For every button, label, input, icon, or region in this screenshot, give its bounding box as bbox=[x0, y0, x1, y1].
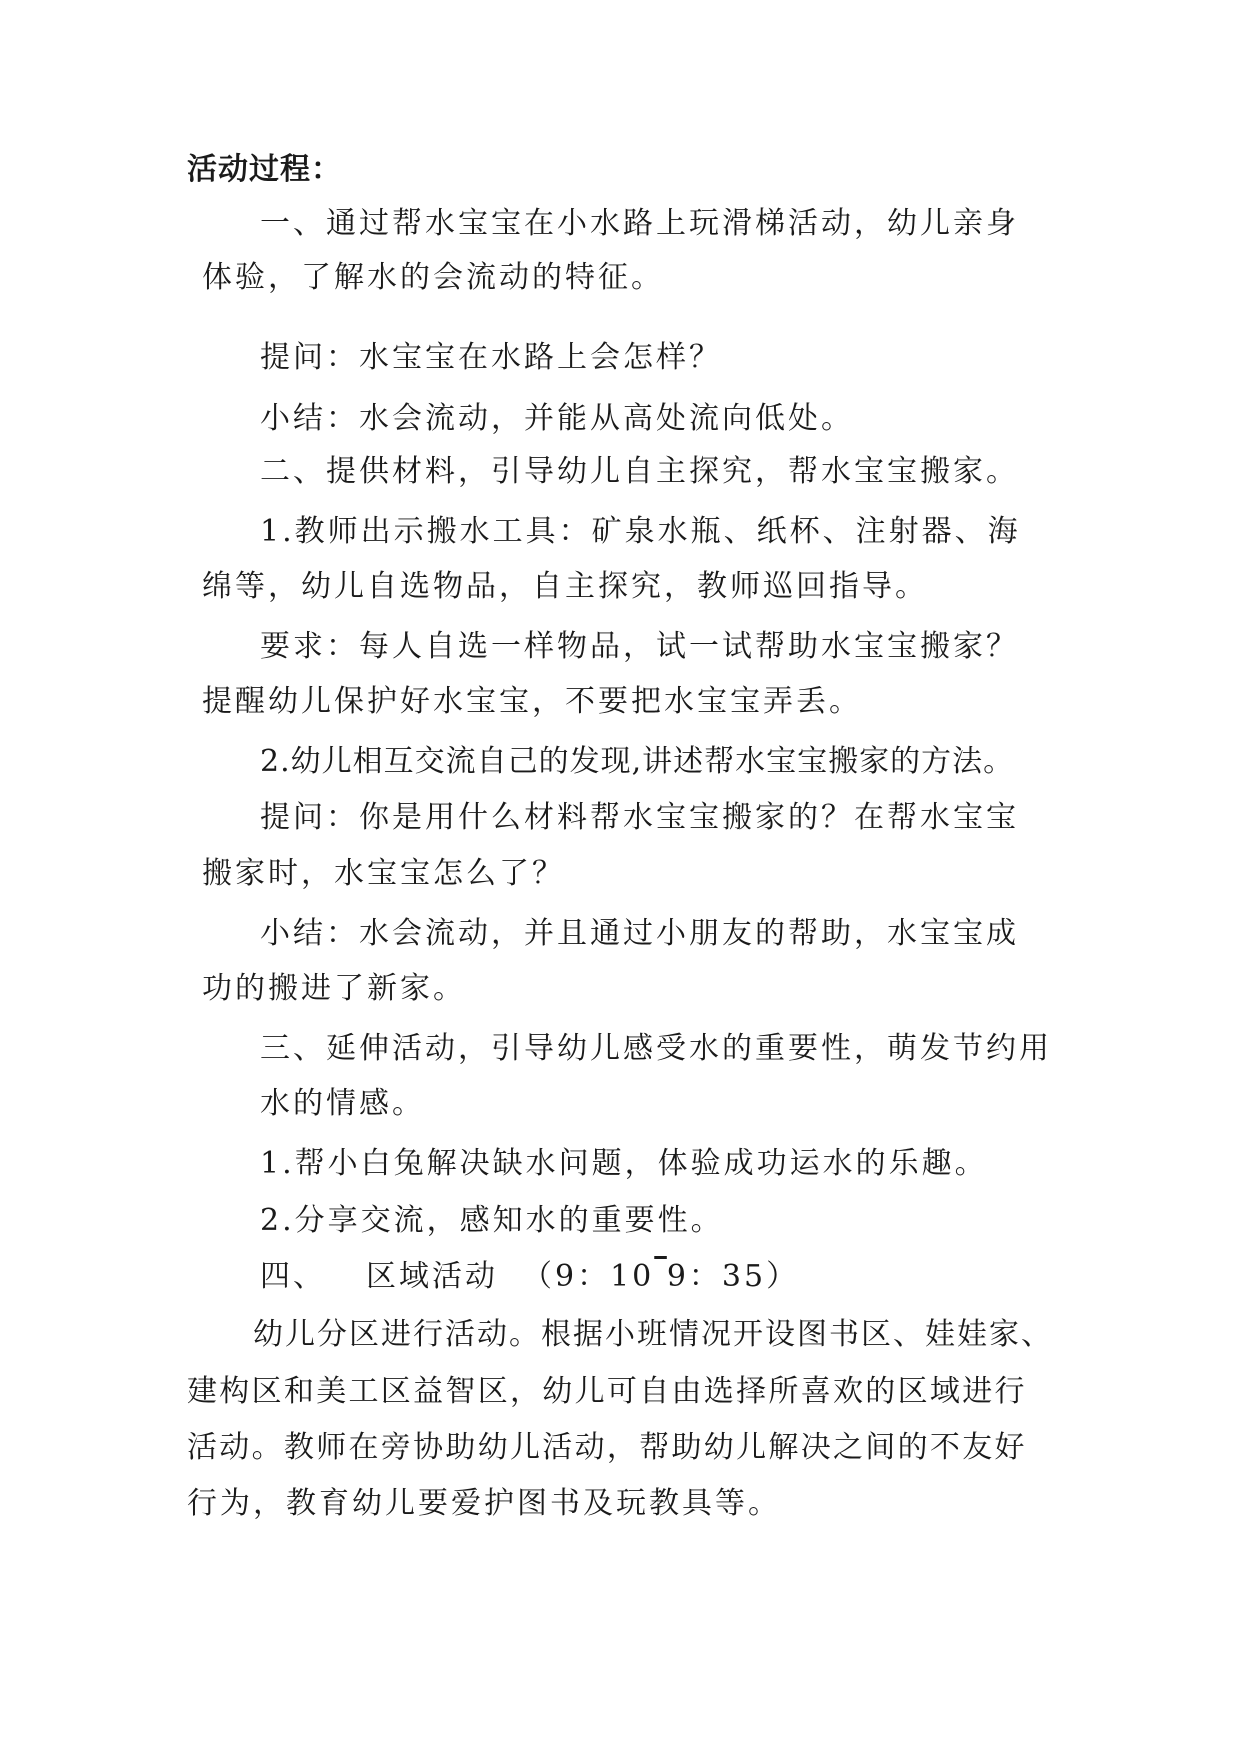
text-line: 体验，了解水的会流动的特征。 bbox=[202, 260, 664, 295]
section-heading: 活动过程： bbox=[187, 152, 342, 187]
text-line: 提问：你是用什么材料帮水宝宝搬家的？在帮水宝宝 bbox=[260, 800, 1019, 835]
paragraph-line: 活动。教师在旁协助幼儿活动，帮助幼儿解决之间的不友好 bbox=[187, 1430, 1027, 1465]
text-line: 小结：水会流动，并且通过小朋友的帮助，水宝宝成 bbox=[260, 916, 1019, 951]
paragraph-line: 行为，教育幼儿要爱护图书及玩教具等。 bbox=[187, 1486, 781, 1521]
section-number: 四、 bbox=[260, 1259, 326, 1294]
time-start: （9：10 bbox=[522, 1259, 655, 1294]
time-separator bbox=[654, 1259, 667, 1294]
text-line: 功的搬进了新家。 bbox=[202, 971, 466, 1006]
text-line: 搬家时，水宝宝怎么了？ bbox=[202, 856, 565, 891]
text-line: 提问：水宝宝在水路上会怎样？ bbox=[260, 340, 722, 375]
text-line: 绵等，幼儿自选物品，自主探究，教师巡回指导。 bbox=[202, 569, 928, 604]
text-line: 水的情感。 bbox=[260, 1086, 425, 1121]
paragraph-line: 幼儿分区进行活动。根据小班情况开设图书区、娃娃家、 bbox=[253, 1317, 1053, 1352]
text-line: 1.帮小白兔解决缺水问题，体验成功运水的乐趣。 bbox=[260, 1146, 988, 1181]
text-line: 提醒幼儿保护好水宝宝，不要把水宝宝弄丢。 bbox=[202, 684, 862, 719]
text-line: 三、延伸活动，引导幼儿感受水的重要性，萌发节约用 bbox=[260, 1031, 1052, 1066]
text-line: 2.分享交流，感知水的重要性。 bbox=[260, 1203, 724, 1238]
text-line: 要求：每人自选一样物品，试一试帮助水宝宝搬家？ bbox=[260, 629, 1019, 664]
section-four-line bbox=[260, 1259, 799, 1295]
text-line: 小结：水会流动，并能从高处流向低处。 bbox=[260, 401, 854, 436]
text-line: 二、提供材料，引导幼儿自主探究，帮水宝宝搬家。 bbox=[260, 454, 1019, 489]
section-title: 区域活动 bbox=[366, 1259, 498, 1294]
time-end: 9：35） bbox=[666, 1259, 800, 1294]
text-line: 一、通过帮水宝宝在小水路上玩滑梯活动，幼儿亲身 bbox=[260, 206, 1019, 241]
text-line: 1.教师出示搬水工具：矿泉水瓶、纸杯、注射器、海 bbox=[260, 514, 1021, 549]
text-line: 2.幼儿相互交流自己的发现,讲述帮水宝宝搬家的方法。 bbox=[260, 744, 1015, 779]
paragraph-line: 建构区和美工区益智区，幼儿可自由选择所喜欢的区域进行 bbox=[187, 1374, 1027, 1409]
